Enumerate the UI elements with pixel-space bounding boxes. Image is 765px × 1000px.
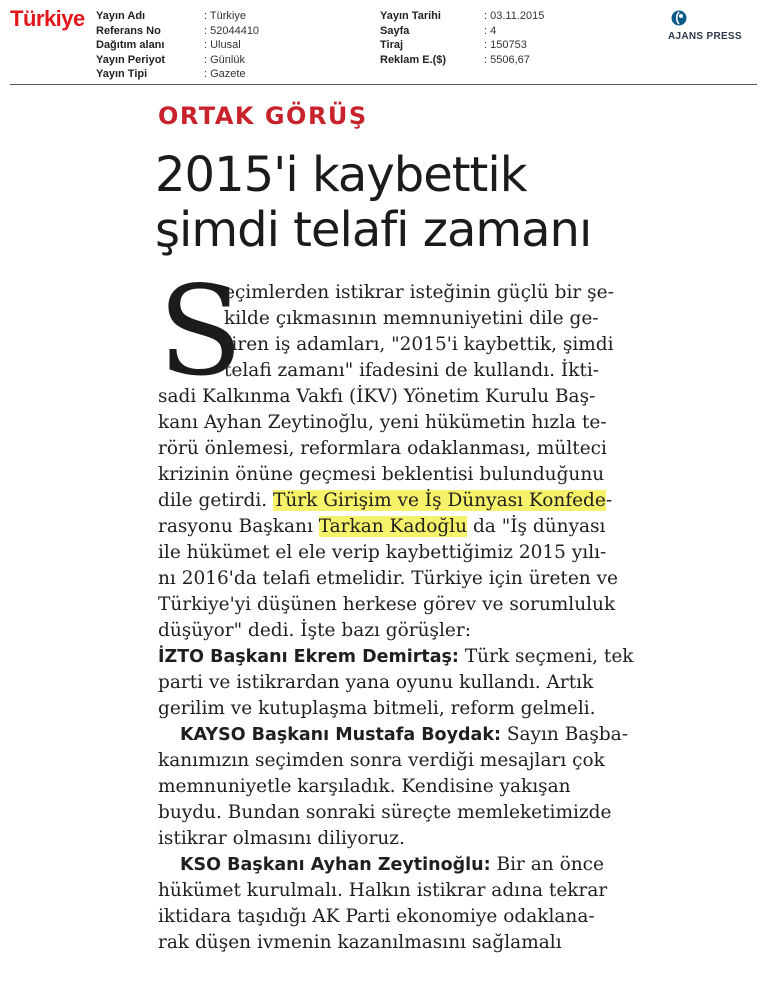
body-text: iktidara taşıdığı AK Parti ekonomiye odaklana- — [158, 906, 595, 927]
body-text: dile getirdi. — [158, 490, 274, 511]
body-text: istikrar olmasını diliyoruz. — [158, 828, 405, 849]
clipping-header — [0, 0, 765, 84]
meta-row — [96, 24, 259, 39]
body-text: krizinin önüne geçmesi beklentisi bulunduğunu — [158, 464, 605, 485]
body-line — [158, 670, 616, 696]
body-line — [158, 280, 616, 306]
meta-label: Referans No — [96, 24, 161, 37]
publication-meta-left — [96, 9, 259, 82]
meta-row — [380, 53, 544, 68]
meta-label: Yayın Tarihi — [380, 10, 441, 22]
body-line — [158, 306, 616, 332]
body-text: sadi Kalkınma Vakfı (İKV) Yönetim Kurulu Baş- — [158, 386, 596, 407]
meta-row — [96, 53, 259, 68]
body-line — [158, 332, 616, 358]
body-line — [158, 410, 616, 436]
meta-value: : 52044410 — [204, 24, 260, 37]
body-text: hükümet kurulmalı. Halkın istikrar adına tekrar — [158, 880, 608, 901]
article-kicker: ORTAK GÖRÜŞ — [158, 102, 368, 130]
meta-value: : 03.11.2015 — [484, 10, 545, 22]
body-text: telafi zamanı" ifadesini de kullandı. İkti- — [224, 360, 600, 381]
body-line — [158, 358, 616, 384]
meta-label: Yayın Adı — [96, 10, 146, 22]
body-text: parti ve istikrardan yana oyunu kullandı. Artık — [158, 672, 594, 693]
meta-row — [96, 9, 259, 24]
meta-value: : 4 — [484, 24, 497, 37]
body-line — [158, 618, 616, 644]
body-text: eçimlerden istikrar isteğinin güçlü bir şe- — [224, 282, 614, 303]
speaker-name: KAYSO Başkanı Mustafa Boydak: — [180, 725, 501, 745]
body-line — [158, 722, 628, 748]
body-line — [158, 540, 616, 566]
publication-meta-right — [380, 9, 544, 67]
meta-row — [380, 38, 544, 53]
meta-value: : Ulusal — [204, 39, 241, 52]
body-text: da "İş dünyası — [467, 516, 606, 537]
article-body — [158, 280, 634, 956]
body-line — [158, 774, 616, 800]
meta-row — [96, 38, 259, 53]
body-line — [158, 384, 616, 410]
body-text: Sayın Başba- — [500, 724, 628, 745]
agency-name: AJANS PRESS — [668, 31, 742, 42]
meta-label: Dağıtım alanı — [96, 39, 165, 52]
body-line — [158, 566, 616, 592]
speaker-name: KSO Başkanı Ayhan Zeytinoğlu: — [180, 855, 491, 875]
meta-label: Yayın Periyot — [96, 53, 166, 66]
body-line — [158, 436, 616, 462]
agency-globe-icon — [671, 10, 687, 26]
body-text: nı 2016'da telafi etmelidir. Türkiye için üreten ve — [158, 568, 618, 589]
body-text: ile hükümet el ele verip kaybettiğimiz 2015 yılı- — [158, 542, 607, 563]
body-text: kanımızın seçimden sonra verdiği mesajları çok — [158, 750, 605, 771]
headline-line-2: şimdi telafi zamanı — [155, 202, 592, 258]
body-line — [158, 852, 616, 878]
body-text: memnuniyetle karşıladık. Kendisine yakışan — [158, 776, 571, 797]
body-text: buydu. Bundan sonraki süreçte memleketimizde — [158, 802, 612, 823]
meta-label: Yayın Tipi — [96, 68, 148, 81]
body-text: tiren iş adamları, "2015'i kaybettik, şimdi — [224, 334, 614, 355]
article-headline — [155, 148, 755, 258]
meta-label: Sayfa — [380, 24, 410, 37]
body-text: gerilim ve kutuplaşma bitmeli, reform gelmeli. — [158, 698, 596, 719]
body-text: Bir an önce — [490, 854, 604, 875]
meta-value: : 5506,67 — [484, 53, 530, 66]
headline-line-1: 2015'i kaybettik — [155, 147, 527, 203]
drop-cap: S — [158, 260, 243, 404]
body-line — [158, 826, 616, 852]
highlighted-text: Tarkan Kadoğlu — [318, 516, 468, 537]
speaker-name: İZTO Başkanı Ekrem Demirtaş: — [158, 647, 459, 667]
meta-value: : Gazete — [204, 68, 246, 81]
body-line — [158, 904, 616, 930]
meta-value: : Türkiye — [204, 10, 246, 22]
meta-row — [380, 24, 544, 39]
body-text: kanı Ayhan Zeytinoğlu, yeni hükümetin hızla te- — [158, 412, 607, 433]
body-line — [158, 696, 616, 722]
body-line — [158, 800, 616, 826]
body-line — [158, 462, 616, 488]
body-line — [158, 592, 616, 618]
agency-logo — [668, 10, 760, 46]
meta-label: Tiraj — [380, 39, 404, 52]
body-text: rak düşen ivmenin kazanılmasını sağlamalı — [158, 932, 562, 953]
meta-value: : Günlük — [204, 53, 245, 66]
meta-row — [96, 67, 259, 82]
body-text: - — [605, 490, 613, 511]
newspaper-logo: Türkiye — [10, 6, 85, 31]
body-line — [158, 514, 616, 540]
body-line — [158, 878, 616, 904]
body-text: rörü önlemesi, reformlara odaklanması, mülteci — [158, 438, 607, 459]
meta-row — [380, 9, 544, 24]
meta-label: Reklam E.($) — [380, 53, 447, 66]
body-line — [158, 748, 616, 774]
body-line — [158, 644, 634, 670]
body-text: düşüyor" dedi. İşte bazı görüşler: — [158, 620, 471, 641]
body-text: Türk seçmeni, tek — [458, 646, 634, 667]
body-text: rasyonu Başkanı — [158, 516, 319, 537]
body-line — [158, 930, 616, 956]
meta-value: : 150753 — [484, 39, 527, 52]
body-text: kilde çıkmasının memnuniyetini dile ge- — [224, 308, 599, 329]
body-line — [158, 488, 616, 514]
body-text: Türkiye'yi düşünen herkese görev ve sorumluluk — [158, 594, 616, 615]
highlighted-text: Türk Girişim ve İş Dünyası Konfede — [273, 490, 606, 511]
